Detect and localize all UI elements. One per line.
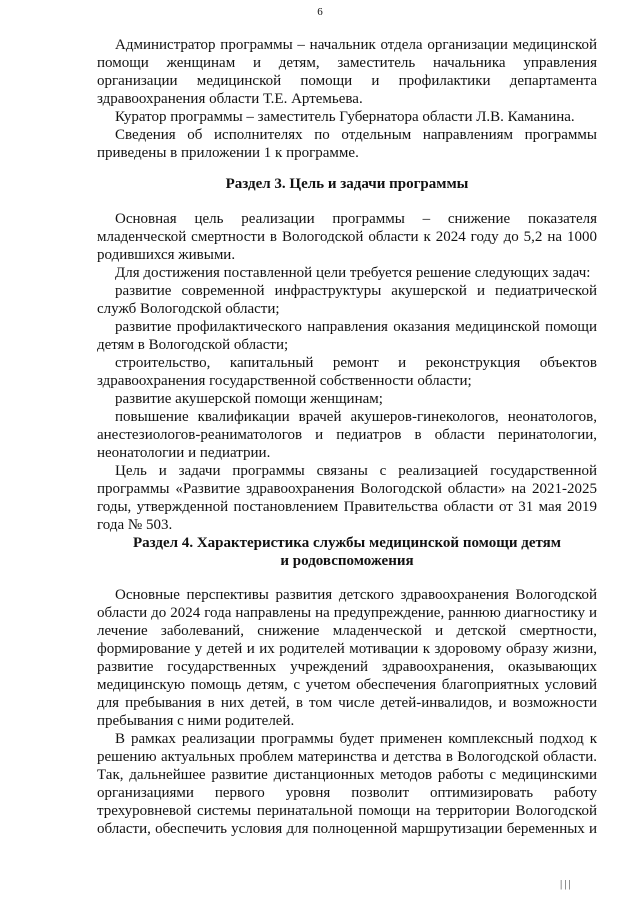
paragraph-curator: Куратор программы – заместитель Губернатора области Л.В. Каманина. (115, 109, 575, 125)
section3-body (97, 210, 597, 534)
section4-title-line2: и родовспоможения (280, 553, 414, 569)
task-item: развитие профилактического направления оказания медицинской помощи детям в Вологодской области; (97, 319, 597, 353)
section3-title: Раздел 3. Цель и задачи программы (225, 176, 469, 192)
section3-heading-block (97, 175, 597, 193)
paragraph-administrator: Администратор программы – начальник отдела организации медицинской помощи женщинам и детям, заместитель начальника управления организации медицинской помощи и профилактики департамента здравоохранения области Т.Е. Артемьева. (97, 37, 597, 107)
footer-mark: ||| (560, 878, 573, 890)
section4-paragraph-1: Основные перспективы развития детского здравоохранения Вологодской области до 2024 года направлены на предупреждение, раннюю диагностику и лечение заболеваний, снижение младенческой и детской смертности, формирование у детей и их родителей мотивации к здоровому образу жизни, развитие государственных учреждений здравоохранения, оказывающих медицинскую помощь детям, с учетом обеспечения благоприятных условий для пребывания в них детей, в том числе детей-инвалидов, и возможности пребывания с ними родителей. (97, 587, 597, 729)
paragraph-executors: Сведения об исполнителях по отдельным направлениям программы приведены в приложении 1 к программе. (97, 127, 597, 161)
section4-body (97, 586, 597, 838)
section3-tasks-intro: Для достижения поставленной цели требуется решение следующих задач: (115, 265, 591, 281)
top-block (97, 36, 597, 162)
task-item: развитие акушерской помощи женщинам; (115, 391, 383, 407)
page-number: 6 (317, 6, 323, 18)
task-item: повышение квалификации врачей акушеров-гинекологов, неонатологов, анестезиологов-реаниматологов и педиатров в области перинатологии, неонатологии и педиатрии. (97, 409, 597, 461)
section4-heading-block (97, 534, 597, 570)
task-item: развитие современной инфраструктуры акушерской и педиатрической служб Вологодской области; (97, 283, 597, 317)
section3-link: Цель и задачи программы связаны с реализацией государственной программы «Развитие здравоохранения Вологодской области» на 2021-2025 годы, утвержденной постановлением Правительства области от 31 мая 2019 года № 503. (97, 463, 597, 533)
section3-goal: Основная цель реализации программы – снижение показателя младенческой смертности в Вологодской области к 2024 году до 5,2 на 1000 родившихся живыми. (97, 211, 597, 263)
section4-paragraph-2: В рамках реализации программы будет применен комплексный подход к решению актуальных проблем материнства и детства в Вологодской области. Так, дальнейшее развитие дистанционных методов работы с медицинскими организациями первого уровня позволит оптимизировать работу трехуровневой системы перинатальной помощи на территории Вологодской области, обеспечить условия для полноценной маршрутизации беременных и (97, 731, 597, 837)
task-item: строительство, капитальный ремонт и реконструкция объектов здравоохранения государственной собственности области; (97, 355, 597, 389)
section4-title-line1: Раздел 4. Характеристика службы медицинской помощи детям (132, 535, 562, 551)
